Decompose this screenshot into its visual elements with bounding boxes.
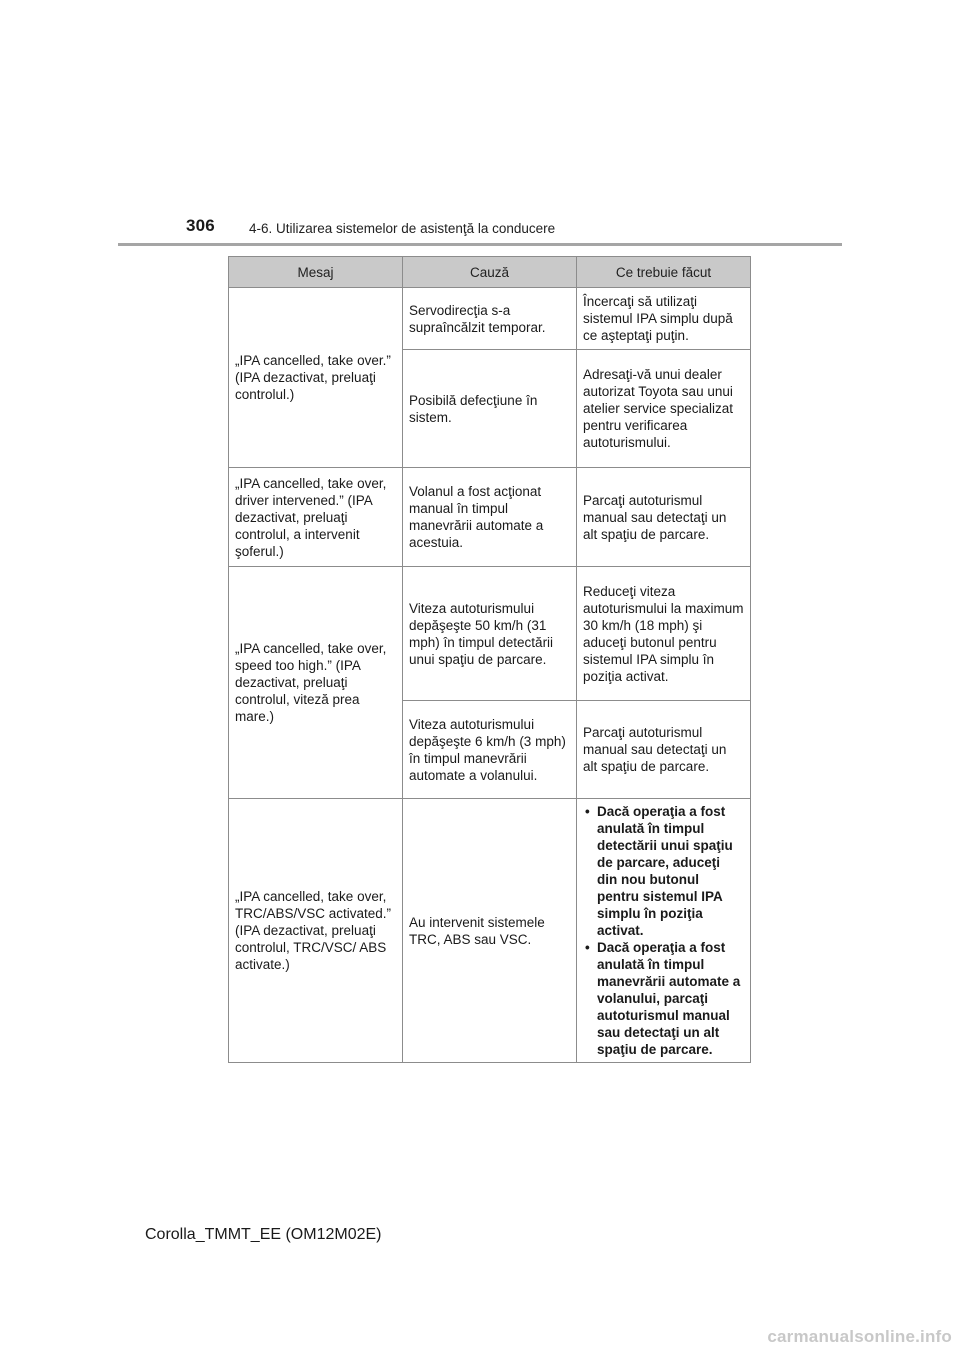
page-header [0, 0, 960, 250]
column-header-action: Ce trebuie făcut [577, 257, 751, 288]
table-row [229, 567, 751, 701]
list-item: • Dacă operaţia a fost anulată în timpul detectării unui spaţiu de parcare, aduceţi din nou butonul pentru sistemul IPA simplu în poziţia activat. [583, 803, 744, 939]
cause-cell: Viteza autoturismului depăşeşte 6 km/h (3 mph) în timpul manevrării automate a volanului. [403, 701, 577, 799]
action-cell [577, 799, 751, 1063]
cause-cell: Viteza autoturismului depăşeşte 50 km/h (31 mph) în timpul detectării unui spaţiu de parcare. [403, 567, 577, 701]
cause-cell: Servodirecţia s-a supraîncălzit temporar. [403, 288, 577, 350]
cause-cell: Posibilă defecţiune în sistem. [403, 350, 577, 468]
column-header-cause: Cauză [403, 257, 577, 288]
cause-cell: Au intervenit sistemele TRC, ABS sau VSC. [403, 799, 577, 1063]
message-cell: „IPA cancelled, take over, TRC/ABS/VSC activated.” (IPA dezactivat, preluaţi controlul, TRC/VSC/ ABS activate.) [229, 799, 403, 1063]
message-cell: „IPA cancelled, take over.” (IPA dezactivat, preluaţi controlul.) [229, 288, 403, 468]
footer-model-code: Corolla_TMMT_EE (OM12M02E) [145, 1226, 382, 1243]
table-row [229, 799, 751, 1063]
column-header-message: Mesaj [229, 257, 403, 288]
page-number: 306 [186, 216, 215, 235]
message-cell: „IPA cancelled, take over, speed too high.” (IPA dezactivat, preluaţi controlul, viteză prea mare.) [229, 567, 403, 799]
section-title: 4-6. Utilizarea sistemelor de asistenţă la conducere [249, 221, 556, 236]
message-cell: „IPA cancelled, take over, driver intervened.” (IPA dezactivat, preluaţi controlul, a intervenit şoferul.) [229, 468, 403, 567]
action-list [583, 803, 744, 1058]
action-cell: Parcaţi autoturismul manual sau detectaţi un alt spaţiu de parcare. [577, 701, 751, 799]
action-cell: Adresaţi-vă unui dealer autorizat Toyota sau unui atelier service specializat pentru verificarea autoturismului. [577, 350, 751, 468]
list-item: • Dacă operaţia a fost anulată în timpul manevrării automate a volanului, parcaţi autoturismul manual sau detectaţi un alt spaţiu de parcare. [583, 939, 744, 1058]
action-cell: Reduceţi viteza autoturismului la maximum 30 km/h (18 mph) şi aduceţi butonul pentru sistemul IPA simplu în poziţia activat. [577, 567, 751, 701]
watermark: carmanualsonline.info [767, 1327, 952, 1346]
table-header-row [229, 257, 751, 288]
action-cell: Încercaţi să utilizaţi sistemul IPA simplu după ce aşteptaţi puţin. [577, 288, 751, 350]
action-cell: Parcaţi autoturismul manual sau detectaţi un alt spaţiu de parcare. [577, 468, 751, 567]
table-row [229, 288, 751, 350]
table-row [229, 468, 751, 567]
header-divider [118, 243, 842, 246]
message-table [228, 256, 751, 1063]
cause-cell: Volanul a fost acţionat manual în timpul manevrării automate a acestuia. [403, 468, 577, 567]
